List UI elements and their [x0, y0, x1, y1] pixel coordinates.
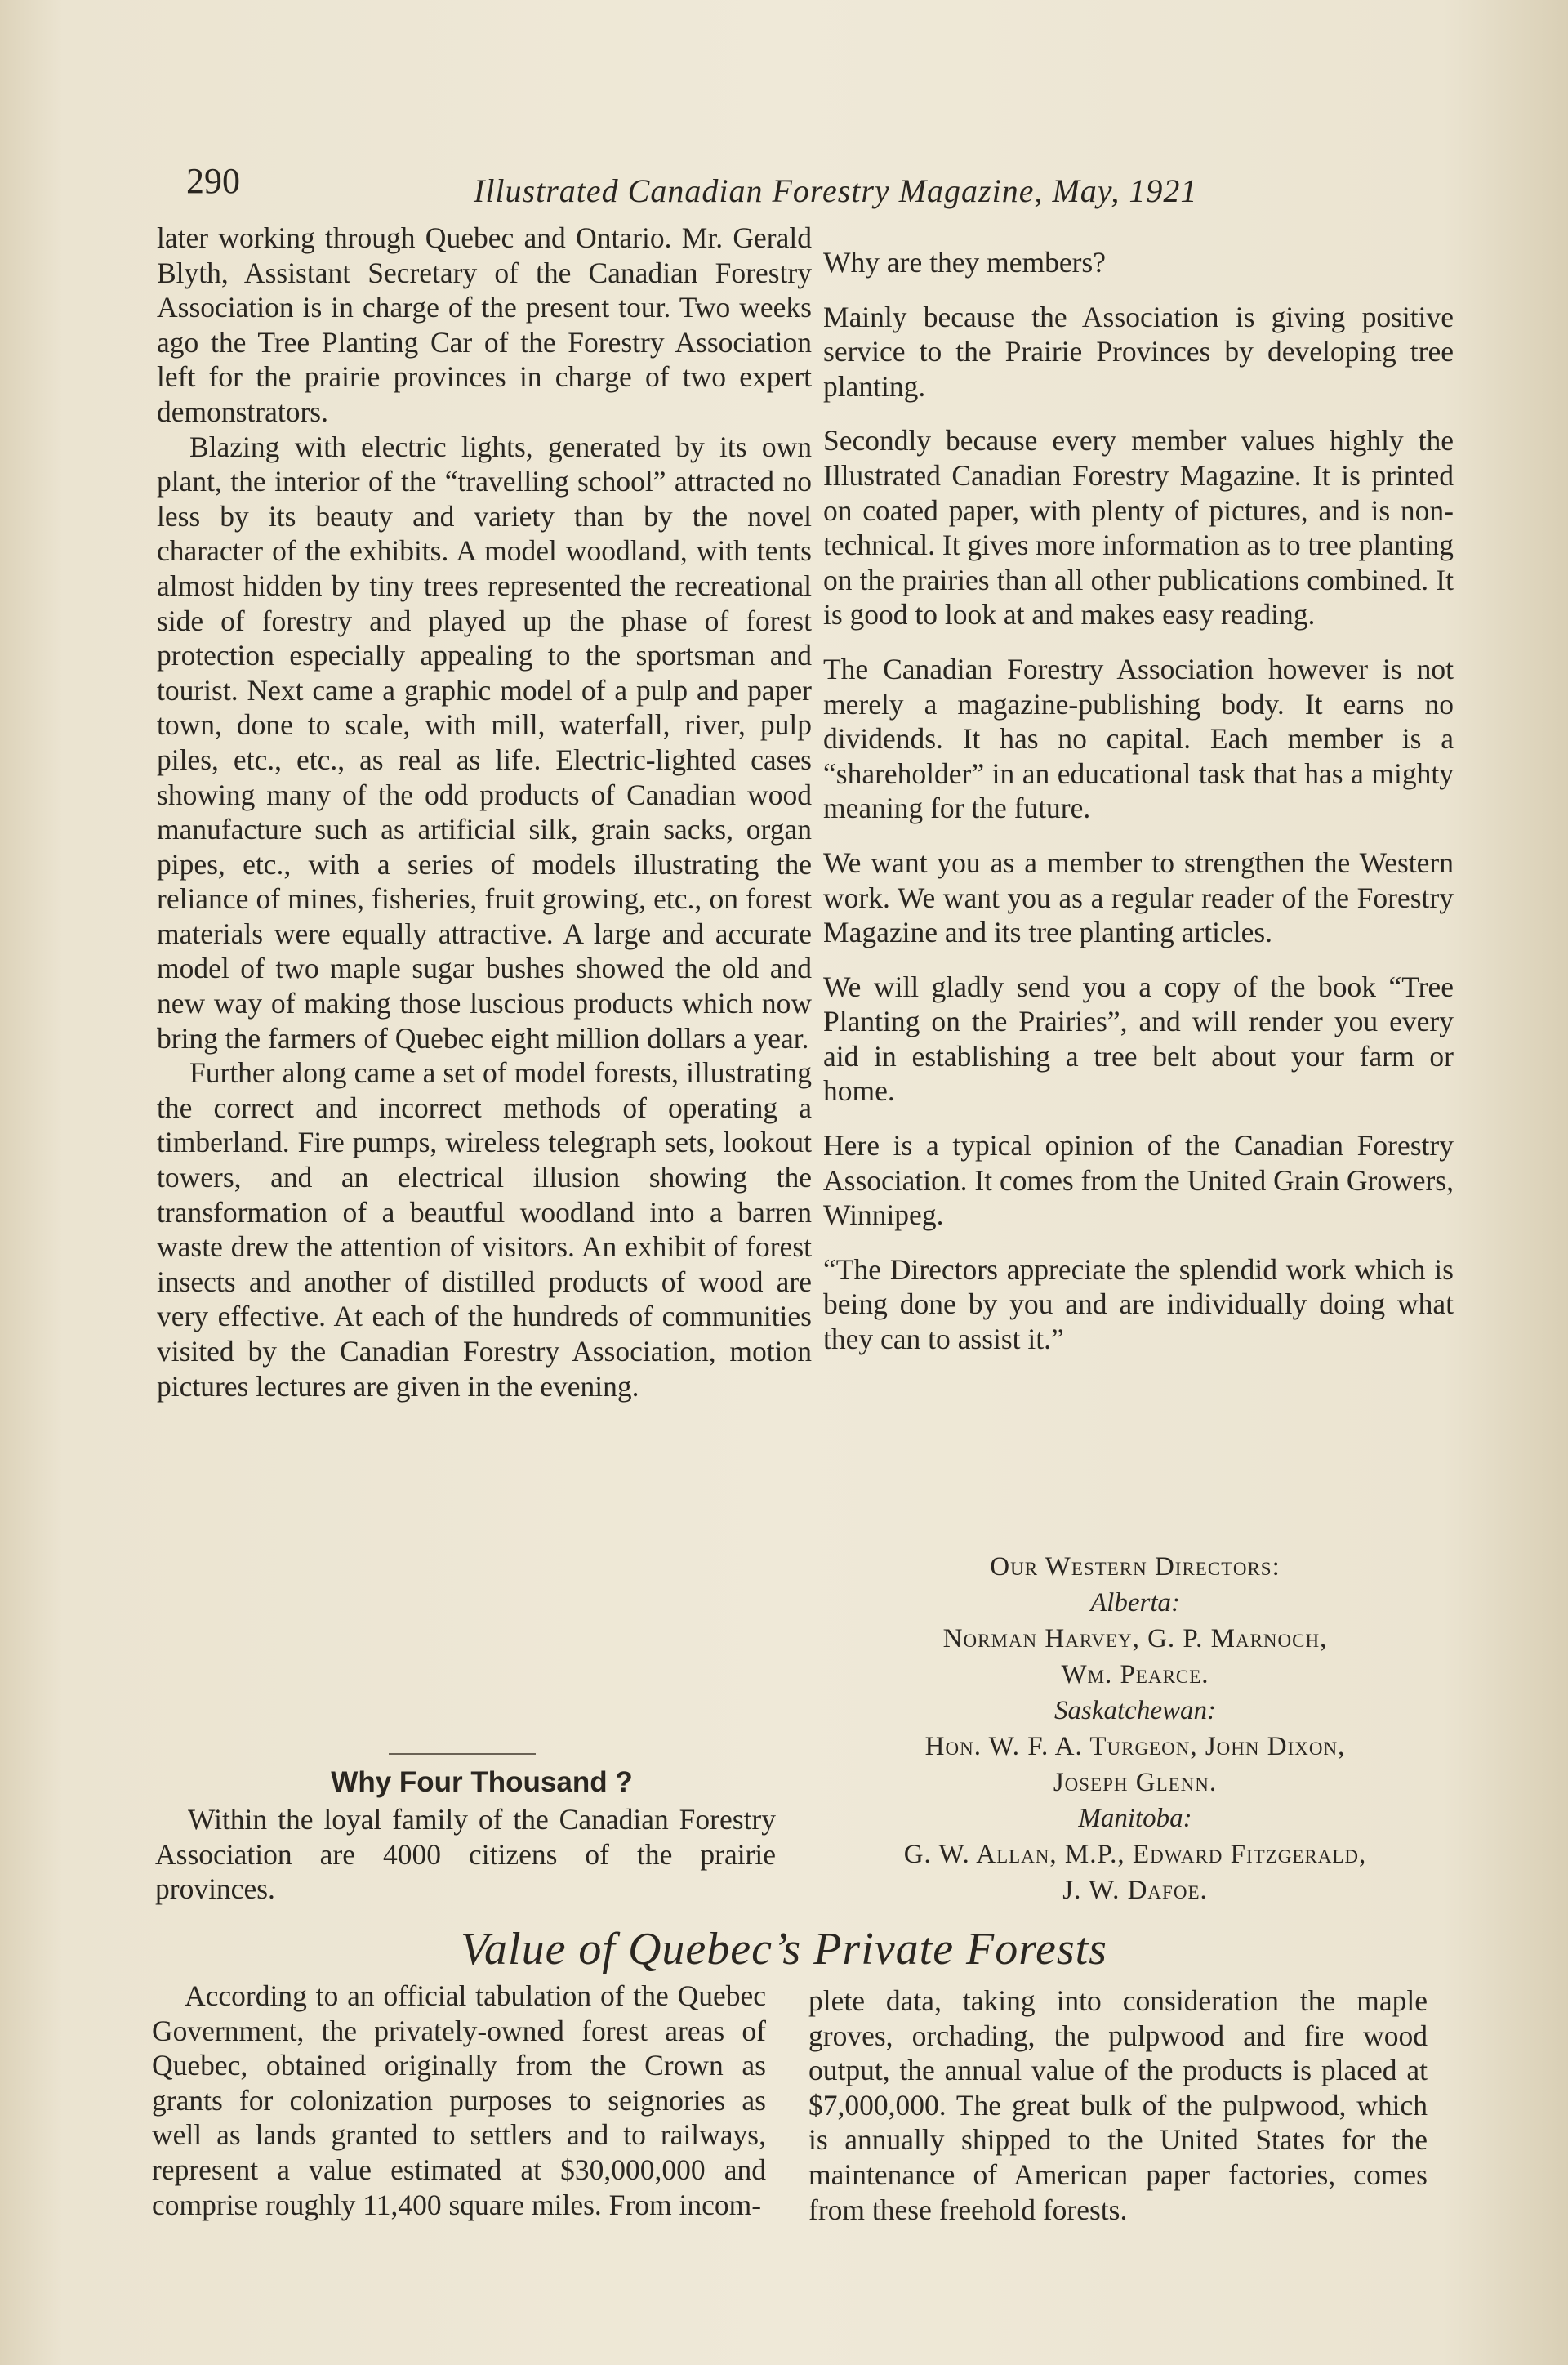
- page-number: 290: [186, 161, 240, 201]
- running-title: Illustrated Canadian Forestry Magazine, May, 1921: [474, 172, 1198, 209]
- alberta-directors-line-1: Norman Harvey, G. P. Marnoch,: [942, 1624, 1328, 1653]
- right-paragraph-2: Mainly because the Association is giving positive service to the Prairie Provinces by developing tree planting.: [823, 300, 1454, 403]
- right-paragraph-8: “The Directors appreciate the splendid work which is being done by you and are individually doing what they can to assist it.”: [823, 1252, 1454, 1356]
- province-manitoba: Manitoba:: [1078, 1804, 1192, 1833]
- right-paragraph-3: Secondly because every member values highly the Illustrated Canadian Forestry Magazine. It is printed on coated paper, with plenty of pictures, and is non-technical. It gives more information as to tree planting on the prairies than all other publications combined. It is good to look at and makes easy reading.: [823, 424, 1454, 631]
- article-left-column: [152, 1979, 766, 2222]
- directors-list: [817, 1549, 1454, 1908]
- province-alberta: Alberta:: [1090, 1588, 1180, 1618]
- section-divider: [389, 1753, 536, 1755]
- saskatchewan-directors-line-1: Hon. W. F. A. Turgeon, John Dixon,: [924, 1732, 1346, 1761]
- right-paragraph-1: Why are they members?: [823, 246, 1106, 279]
- left-column: [157, 221, 812, 1403]
- right-paragraph-7: Here is a typical opinion of the Canadian Forestry Association. It comes from the United Grain Growers, Winnipeg.: [823, 1129, 1454, 1232]
- right-paragraph-6: We will gladly send you a copy of the book “Tree Planting on the Prairies”, and will render you every aid in establishing a tree belt about your farm or home.: [823, 970, 1454, 1108]
- saskatchewan-directors-line-2: Joseph Glenn.: [1053, 1768, 1218, 1797]
- left-paragraph-2: Blazing with electric lights, generated by its own plant, the interior of the “travelling school” attracted no less by its beauty and variety than by the novel character of the exhibits. A model woodland, with tents almost hidden by tiny trees represented the recreational side of forestry and played up the phase of forest protection especially appealing to the sportsman and tourist. Next came a graphic model of a pulp and paper town, done to scale, with mill, waterfall, river, pulp piles, etc., etc., as real as life. Electric-lighted cases showing many of the odd products of Canadian wood manufacture such as artificial silk, grain sacks, organ pipes, etc., with a series of models illustrating the reliance of mines, fisheries, fruit growing, etc., on forest materials were equally attractive. A large and accurate model of two maple sugar bushes showed the old and new way of making those luscious products which now bring the farmers of Quebec eight million dollars a year.: [157, 430, 812, 1055]
- left-paragraph-3: Further along came a set of model forests, illustrating the correct and incorrect methods of operating a timberland. Fire pumps, wireless telegraph sets, lookout towers, and an electrical illusion showing the transformation of a beautful woodland into a barren waste drew the attention of visitors. An exhibit of forest insects and another of distilled products of wood are very effective. At each of the hundreds of communities visited by the Canadian Forestry Association, motion pictures lectures are given in the evening.: [157, 1056, 812, 1403]
- article-right-column: [808, 1983, 1428, 2227]
- alberta-directors-line-2: Wm. Pearce.: [1061, 1660, 1209, 1689]
- directors-heading: Our Western Directors:: [990, 1552, 1281, 1582]
- why-paragraph: Within the loyal family of the Canadian Forestry Association are 4000 citizens of the prairie provinces.: [155, 1803, 776, 1906]
- province-saskatchewan: Saskatchewan:: [1054, 1696, 1216, 1725]
- article-paragraph-right: plete data, taking into consideration the maple groves, orchading, the pulpwood and fire wood output, the annual value of the products is placed at $7,000,000. The great bulk of the pulpwood, which is annually shipped to the United States for the maintenance of American paper factories, comes from these freehold forests.: [808, 1984, 1428, 2226]
- manitoba-directors-line-1: G. W. Allan, M.P., Edward Fitzgerald,: [903, 1840, 1367, 1869]
- why-heading: Why Four Thousand ?: [331, 1766, 633, 1798]
- right-paragraph-4: The Canadian Forestry Association however is not merely a magazine-publishing body. It earns no dividends. It has no capital. Each member is a “shareholder” in an educational task that has a mighty meaning for the future.: [823, 652, 1454, 825]
- page-header: [186, 160, 1460, 217]
- article-paragraph-left: According to an official tabulation of the Quebec Government, the privately-owned forest areas of Quebec, obtained originally from the Crown as grants for colonization purposes to seignories as well as lands granted to settlers and to railways, represent a value estimated at $30,000,000 and comprise roughly 11,400 square miles. From incom-: [152, 1979, 766, 2221]
- right-paragraph-5: We want you as a member to strengthen the Western work. We want you as a regular reader of the Forestry Magazine and its tree planting articles.: [823, 846, 1454, 949]
- left-paragraph-1: later working through Quebec and Ontario. Mr. Gerald Blyth, Assistant Secretary of the Canadian Forestry Association is in charge of the present tour. Two weeks ago the Tree Planting Car of the Forestry Association left for the prairie provinces in charge of two expert demonstrators.: [157, 221, 812, 428]
- manitoba-directors-line-2: J. W. Dafoe.: [1062, 1876, 1208, 1905]
- why-section-text: [155, 1802, 776, 1907]
- article-title: Value of Quebec’s Private Forests: [461, 1924, 1107, 1975]
- right-column: [823, 245, 1454, 1357]
